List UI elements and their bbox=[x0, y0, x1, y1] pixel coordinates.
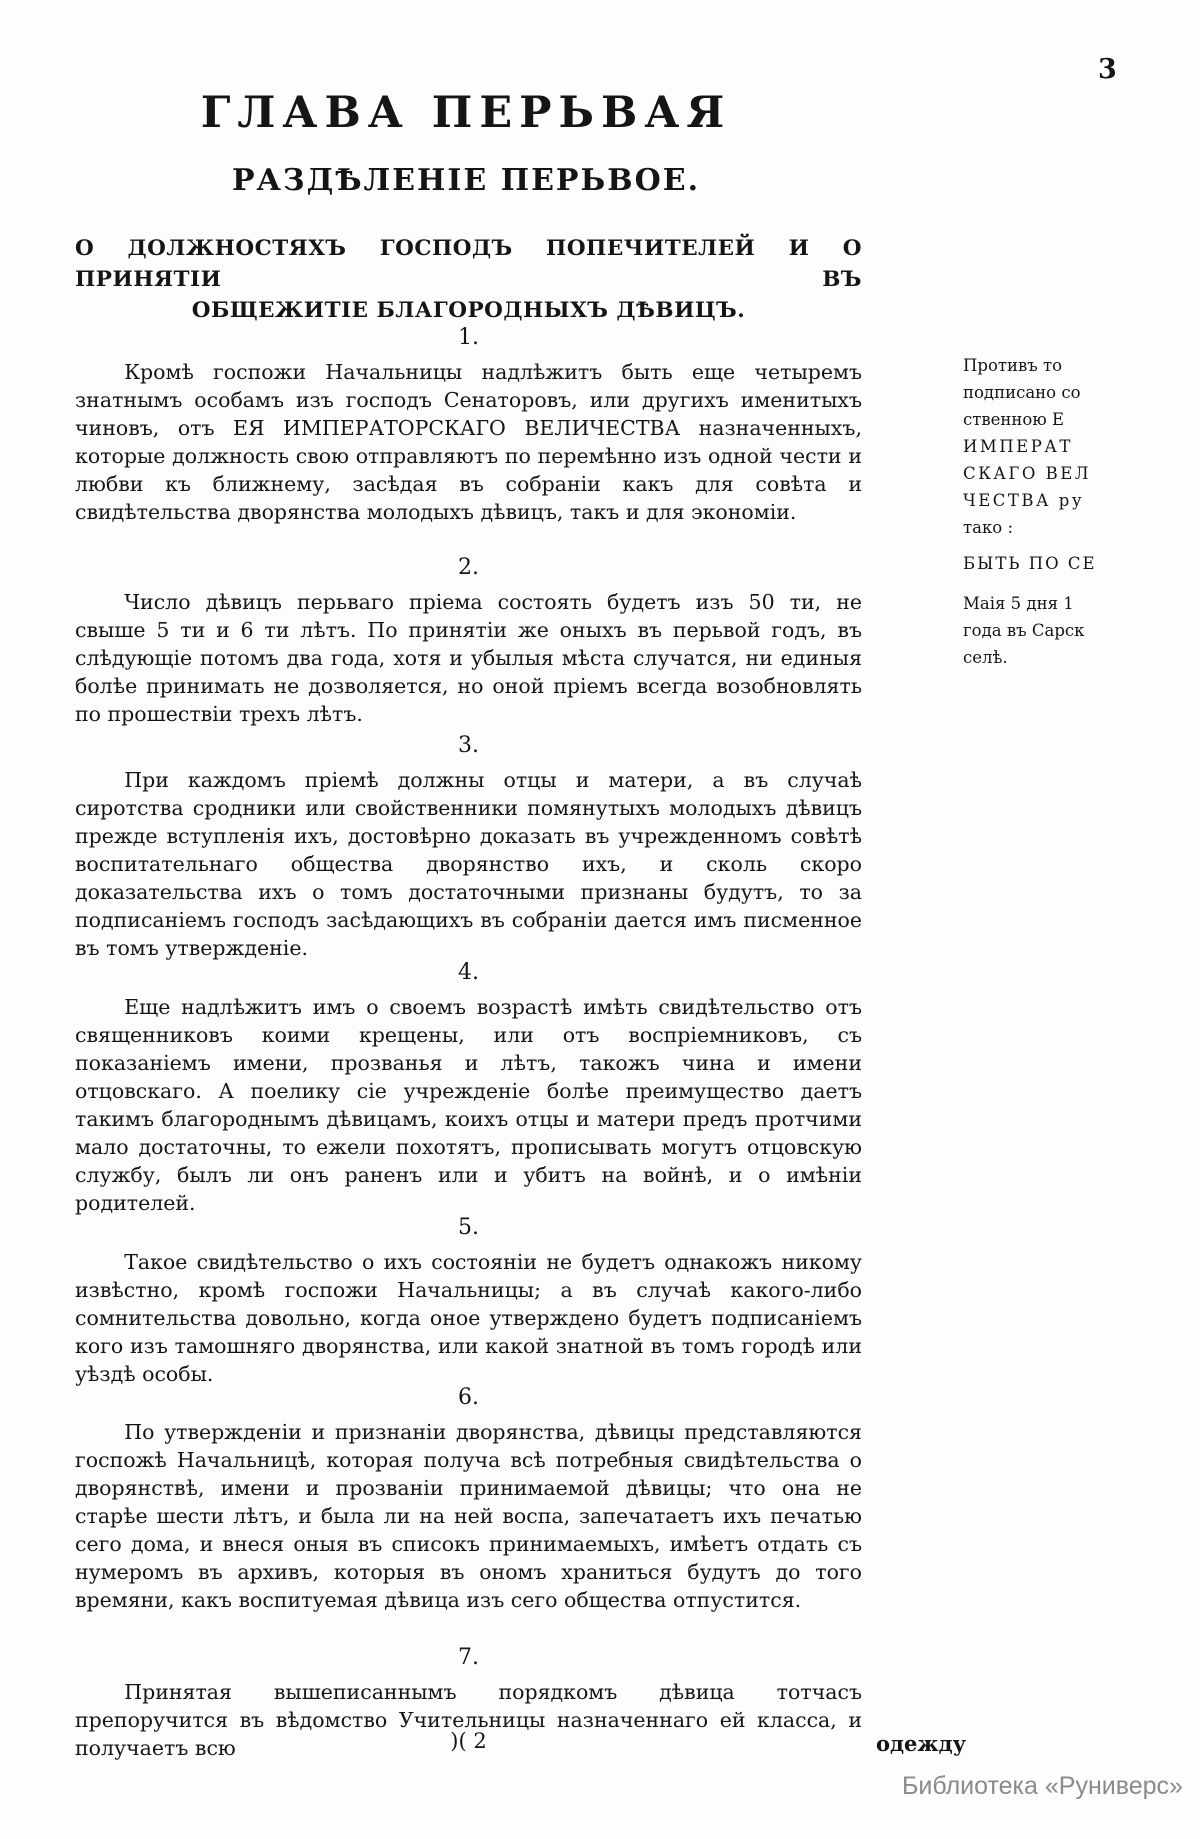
article-text: Число дѣвицъ перьваго пріема состоять будетъ изъ 50 ти, не свыше 5 ти и 6 ти лѣтъ. По принятіи же оныхъ въ перьвой годъ, въ слѣдующіе потомъ два года, хотя и убылыя мѣста случатся, ни единыя болѣе принимать не дозволяется, но оной пріемъ всегда возобновлять по прошествіи трехъ лѣтъ. bbox=[75, 590, 862, 726]
article-text: При каждомъ пріемѣ должны отцы и матери, а въ случаѣ сиротства сродники или свойственники помянутыхъ молодыхъ дѣвицъ прежде вступленія ихъ, достовѣрно доказать въ учрежденномъ совѣтѣ воспитательнаго общества дворянство ихъ, и сколь скоро доказательства ихъ о томъ достаточными признаны будутъ, то за подписаніемъ господъ засѣдающихъ въ собраніи дается имъ писменное въ томъ утвержденіе. bbox=[75, 768, 862, 960]
article-3 bbox=[75, 734, 862, 962]
article-2 bbox=[75, 556, 862, 728]
margin-note-line: Маія 5 дня 1 bbox=[963, 594, 1074, 613]
article-4 bbox=[75, 961, 862, 1217]
chapter-heading-line2: ОБЩЕЖИТІЕ БЛАГОРОДНЫХЪ ДѢВИЦЪ. bbox=[191, 298, 746, 323]
article-number: 4. bbox=[458, 960, 479, 985]
article-text: Кромѣ госпожи Начальницы надлѣжитъ быть еще четыремъ знатнымъ особамъ изъ господъ Сенаторовъ, или другихъ именитыхъ чиновъ, отъ ЕЯ ИМПЕРАТОРСКАГО ВЕЛИЧЕСТВА назначенныхъ, которые должность свою отправляютъ по перемѣнно изъ одной чести и любви къ ближнему, засѣдая въ собраніи какъ для совѣта и свидѣтельства дворянства молодыхъ дѣвицъ, такъ и для экономіи. bbox=[75, 360, 862, 524]
article-number: 7. bbox=[458, 1645, 479, 1670]
article-number: 5. bbox=[458, 1215, 479, 1240]
margin-note-imperial-signature bbox=[963, 352, 1200, 577]
chapter-heading bbox=[75, 233, 862, 326]
article-text: Принятая вышеписаннымъ порядкомъ дѣвица тотчасъ препоручится въ вѣдомство Учительницы назначеннаго ей класса, и получаетъ всю bbox=[75, 1680, 862, 1760]
page-number: 3 bbox=[1098, 54, 1117, 85]
margin-note-line: СКАГО ВЕЛ bbox=[963, 464, 1092, 483]
article-text: По утвержденіи и признаніи дворянства, дѣвицы представляются госпожѣ Начальницѣ, которая получа всѣ потребныя свидѣтельства о дворянствѣ, имени и прозваніи принимаемой дѣвицы; что она не старѣе шести лѣтъ, и была ли на ней воспа, запечатаетъ ихъ печатью сего дома, и внеся оныя въ списокъ принимаемыхъ, имѣетъ отдать съ нумеромъ въ архивъ, которыя въ ономъ храниться будутъ до того времяни, какъ воспитуемая дѣвица изъ сего общества отпустится. bbox=[75, 1420, 862, 1612]
article-6 bbox=[75, 1386, 862, 1614]
signature-mark: )( 2 bbox=[450, 1729, 487, 1753]
margin-note-line: Противъ то bbox=[963, 356, 1063, 375]
article-1 bbox=[75, 326, 862, 526]
margin-note-line: подписано со bbox=[963, 383, 1081, 402]
article-text: Такое свидѣтельство о ихъ состояніи не будетъ однакожъ никому извѣстно, кромѣ госпожи Начальницы; а въ случаѣ какого-либо сомнительства довольно, когда оное утверждено будетъ подписаніемъ кого изъ тамошняго дворянства, или какой знатной въ томъ городѣ или уѣздѣ особы. bbox=[75, 1250, 862, 1386]
article-number: 6. bbox=[458, 1385, 479, 1410]
article-number: 1. bbox=[458, 325, 479, 350]
catchword: одежду bbox=[876, 1731, 967, 1756]
margin-note-line: ЧЕСТВА ру bbox=[963, 491, 1085, 510]
section-division-title: РАЗДѢЛЕНІЕ ПЕРЬВОЕ. bbox=[231, 163, 701, 198]
chapter-title: ГЛАВА ПЕРЬВАЯ bbox=[200, 88, 732, 138]
margin-note-line: года въ Сарск bbox=[963, 621, 1085, 640]
article-5 bbox=[75, 1216, 862, 1388]
margin-note-line: БЫТЬ ПО СЕ bbox=[963, 554, 1097, 573]
margin-note-line: селѣ. bbox=[963, 648, 1008, 667]
margin-note-line: тако : bbox=[963, 518, 1014, 537]
margin-note-date bbox=[963, 590, 1200, 671]
article-number: 3. bbox=[458, 733, 479, 758]
margin-note-line: ИМПЕРАТ bbox=[963, 437, 1073, 456]
chapter-heading-line1: О ДОЛЖНОСТЯХЪ ГОСПОДЪ ПОПЕЧИТЕЛЕЙ И О ПРИНЯТІИ ВЪ bbox=[75, 236, 862, 292]
article-text: Еще надлѣжитъ имъ о своемъ возрастѣ имѣть свидѣтельство отъ священниковъ коими крещены, или отъ воспріемниковъ, съ показаніемъ имени, прозванья и лѣтъ, такожъ чина и имени отцовскаго. А поелику сіе учрежденіе болѣе преимущество даетъ такимъ благороднымъ дѣвицамъ, коихъ отцы и матери предъ протчими мало достаточны, то ежели похотятъ, прописывать могутъ отцовскую службу, былъ ли онъ раненъ или и убитъ на войнѣ, и о имѣніи родителей. bbox=[75, 995, 862, 1215]
margin-note-line: ственною Е bbox=[963, 410, 1065, 429]
article-number: 2. bbox=[458, 555, 479, 580]
library-watermark: Библиотека «Руниверс» bbox=[902, 1772, 1183, 1800]
